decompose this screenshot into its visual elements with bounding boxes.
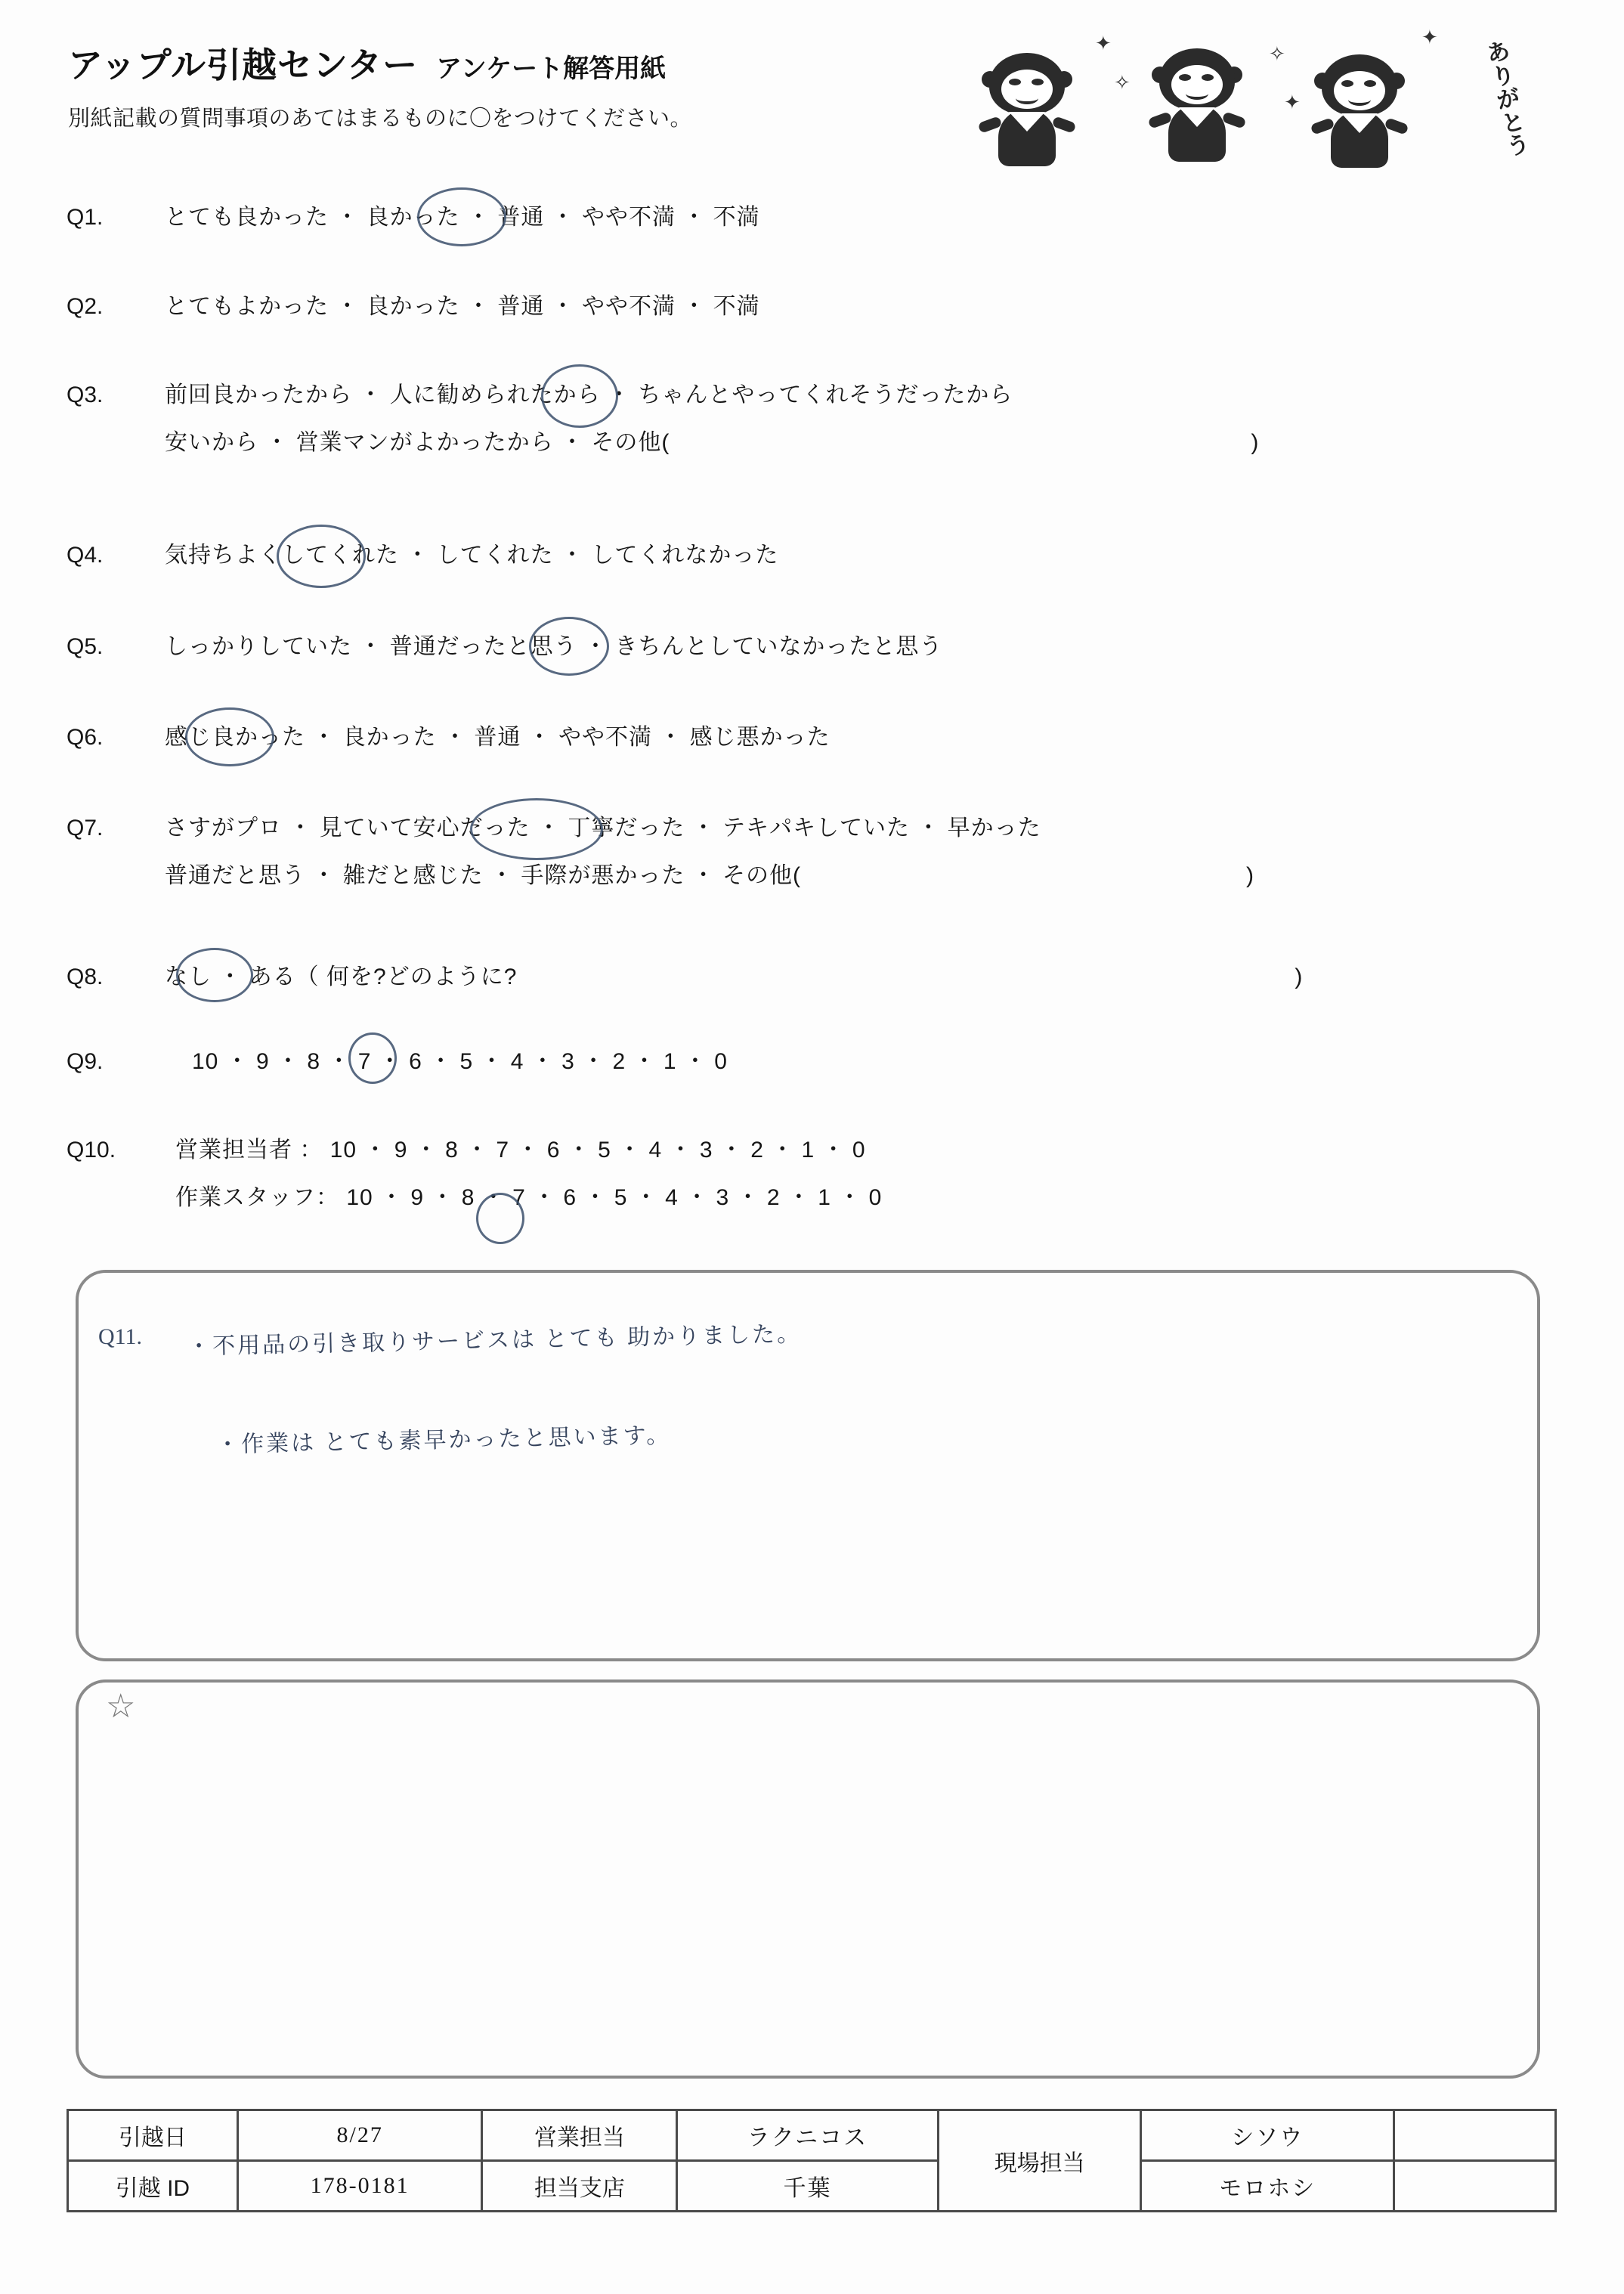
q7-close-paren: )	[1246, 863, 1254, 888]
q2-options[interactable]: とてもよかった ・ 良かった ・ 普通 ・ やや不満 ・ 不満	[165, 294, 760, 319]
sales-rep-value[interactable]: ラクニコス	[677, 2110, 939, 2161]
q3-label: Q3.	[67, 382, 104, 407]
q8-close-paren: )	[1295, 964, 1304, 989]
q11-answer-line1: ・不用品の引き取りサービスは とても 助かりました。	[187, 1321, 803, 1360]
move-id-label: 引越 ID	[68, 2161, 238, 2212]
site-staff-label: 現場担当	[938, 2110, 1141, 2212]
sparkle-icon: ✦	[1095, 32, 1112, 54]
move-id-value[interactable]: 178-0181	[237, 2161, 482, 2212]
company-title: アップル引越センター	[68, 45, 419, 85]
q10-sales-options[interactable]: 営業担当者 ： 10 ・ 9 ・ 8 ・ 7 ・ 6 ・ 5 ・ 4 ・ 3 ・ 2 ・ 1 ・ 0	[175, 1138, 866, 1162]
q2-label: Q2.	[67, 294, 104, 319]
q10-staff-options[interactable]: 作業スタッフ： 10 ・ 9 ・ 8 ・ 7 ・ 6 ・ 5 ・ 4 ・ 3 ・ 2 ・ 1 ・ 0	[175, 1185, 883, 1210]
monkey-icon	[1152, 48, 1242, 169]
question-q3	[67, 378, 1259, 460]
mascot-illustration	[959, 21, 1533, 195]
q7-options-line2[interactable]	[165, 859, 1254, 893]
document-header	[68, 38, 1050, 132]
q4-options[interactable]: 気持ちよくしてくれた ・ してくれた ・ してくれなかった	[165, 543, 779, 568]
q3-options-line1[interactable]: 前回良かったから ・ 人に勧められたから ・ ちゃんとやってくれそうだったから	[165, 382, 1013, 407]
question-q4	[67, 538, 778, 572]
q1-label: Q1.	[67, 205, 104, 230]
move-date-value[interactable]: 8/27	[237, 2110, 482, 2161]
thanks-text: ありがとう	[1484, 38, 1533, 161]
site-staff-value-2[interactable]: モロホシ	[1141, 2161, 1394, 2212]
q4-label: Q4.	[67, 543, 104, 568]
q7-options-line2-text: 普通だと思う ・ 雑だと感じた ・ 手際が悪かった ・ その他(	[165, 863, 801, 888]
question-q10	[67, 1133, 882, 1215]
branch-value[interactable]: 千葉	[677, 2161, 939, 2212]
q3-close-paren: )	[1251, 430, 1260, 455]
q9-label: Q9.	[67, 1049, 104, 1074]
q7-label: Q7.	[67, 816, 104, 841]
monkey-icon	[1314, 54, 1405, 175]
branch-label: 担当支店	[482, 2161, 677, 2212]
q6-label: Q6.	[67, 725, 104, 750]
question-q1	[67, 200, 760, 234]
site-staff-extra-1[interactable]	[1394, 2110, 1556, 2161]
q3-options-line2-text: 安いから ・ 営業マンがよかったから ・ その他(	[165, 430, 670, 455]
question-q9	[67, 1045, 728, 1079]
q8-options[interactable]	[165, 960, 1303, 994]
site-staff-extra-2[interactable]	[1394, 2161, 1556, 2212]
q10-label: Q10.	[67, 1138, 116, 1162]
question-q7	[67, 811, 1254, 893]
question-q6	[67, 720, 831, 754]
title-row	[68, 38, 1050, 88]
q7-options-line1[interactable]: さすがプロ ・ 見ていて安心だった ・ 丁寧だった ・ テキパキしていた ・ 早かった	[165, 816, 1041, 841]
question-q2	[67, 289, 760, 324]
sparkle-icon: ✧	[1114, 71, 1131, 94]
question-q5	[67, 630, 942, 664]
question-q8	[67, 960, 1303, 994]
sparkle-icon: ✧	[1269, 42, 1285, 65]
table-row	[68, 2110, 1556, 2161]
instruction-text: 別紙記載の質問事項のあてはまるものに〇をつけてください。	[68, 107, 693, 131]
q9-options[interactable]: 10 ・ 9 ・ 8 ・ 7 ・ 6 ・ 5 ・ 4 ・ 3 ・ 2 ・ 1 ・ 0	[192, 1049, 728, 1074]
site-staff-value-1[interactable]: シソウ	[1141, 2110, 1394, 2161]
footer-info-table	[67, 2109, 1557, 2212]
table-row	[68, 2161, 1556, 2212]
q8-options-text: なし ・ ある（ 何を?どのように?	[165, 964, 518, 989]
star-icon: ☆	[106, 1688, 136, 1725]
q1-options[interactable]: とても良かった ・ 良かった ・ 普通 ・ やや不満 ・ 不満	[165, 205, 760, 230]
q8-label: Q8.	[67, 964, 104, 989]
comment-box-extra[interactable]	[76, 1679, 1540, 2079]
sales-rep-label: 営業担当	[482, 2110, 677, 2161]
q5-options[interactable]: しっかりしていた ・ 普通だったと思う ・ きちんとしていなかったと思う	[165, 634, 943, 659]
q11-answer-line2: ・作業は とても素早かったと思います。	[215, 1423, 672, 1458]
q5-label: Q5.	[67, 634, 104, 659]
sparkle-icon: ✦	[1421, 26, 1438, 48]
sparkle-icon: ✦	[1284, 91, 1301, 113]
q11-label: Q11.	[98, 1324, 143, 1349]
q3-options-line2[interactable]	[165, 426, 1259, 460]
q6-options[interactable]: 感じ良かった ・ 良かった ・ 普通 ・ やや不満 ・ 感じ悪かった	[165, 725, 831, 750]
document-title: アンケート解答用紙	[436, 54, 667, 83]
monkey-icon	[982, 53, 1072, 174]
move-date-label: 引越日	[68, 2110, 238, 2161]
